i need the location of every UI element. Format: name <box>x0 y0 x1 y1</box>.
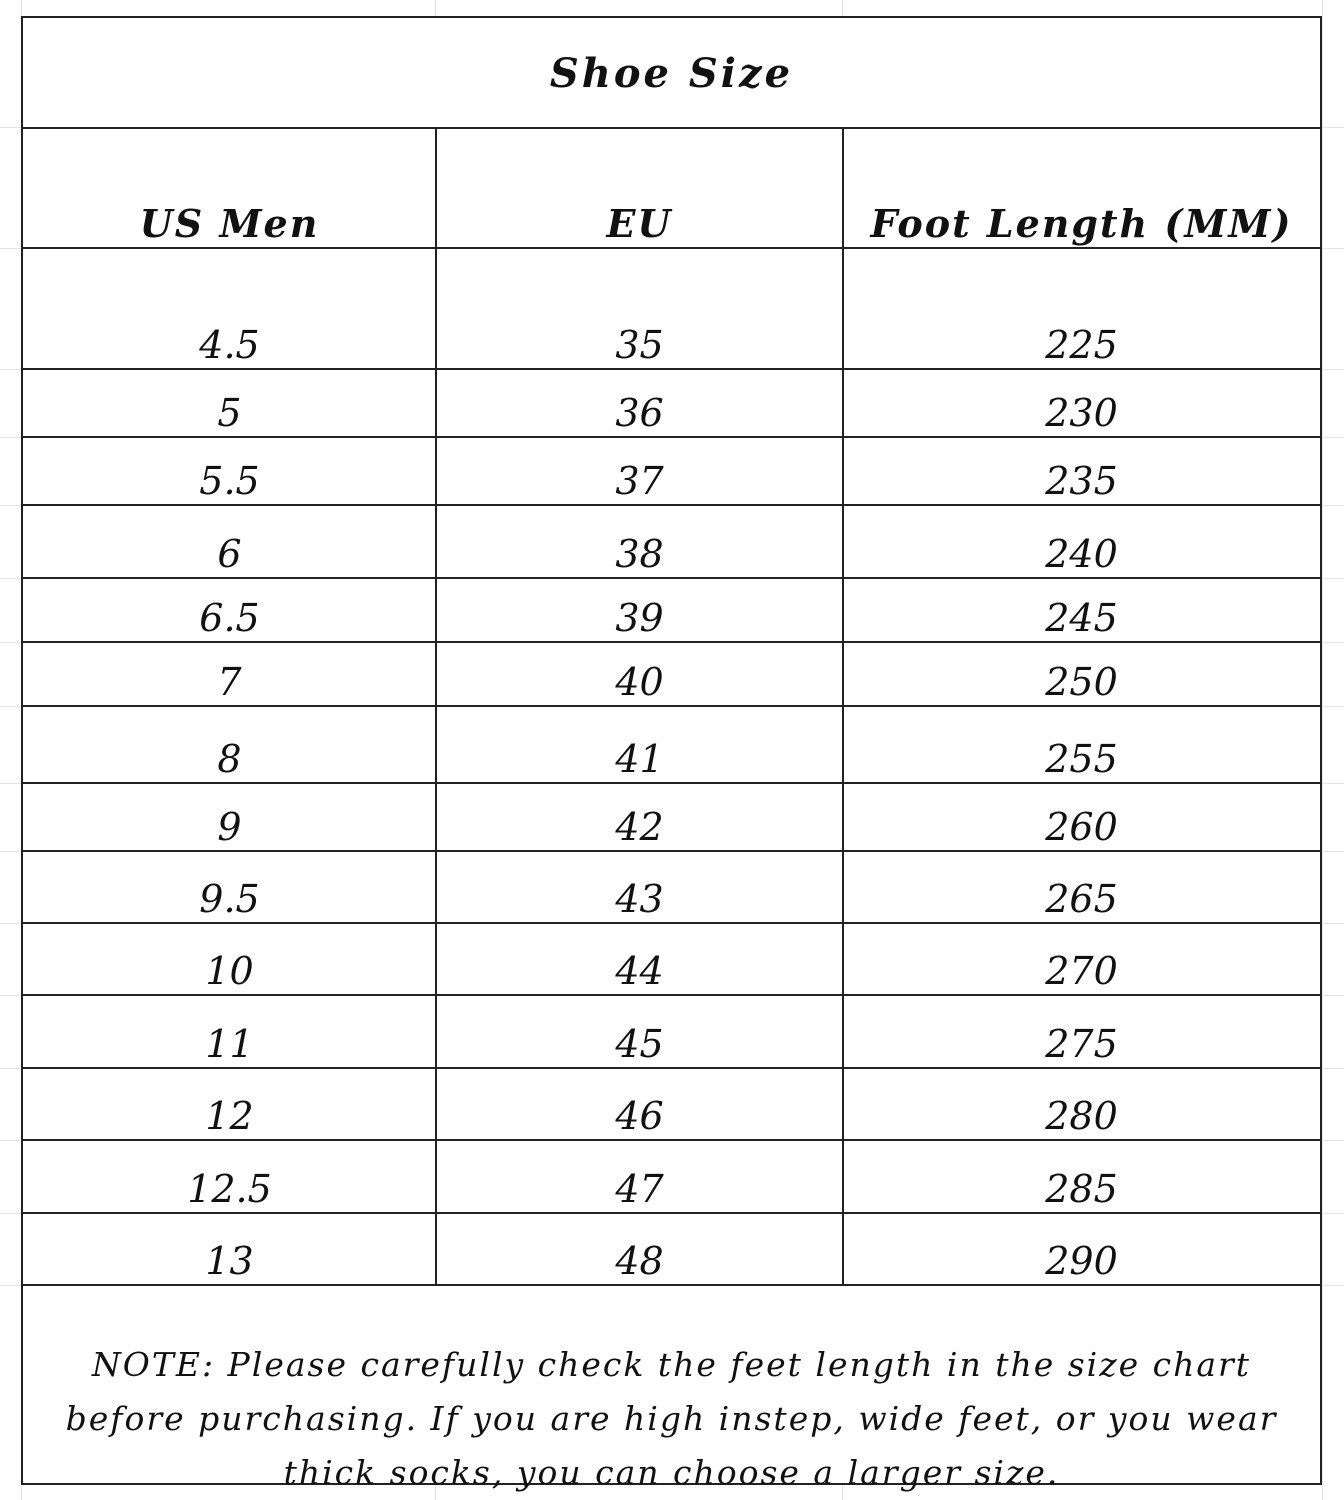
foot-length-value: 290 <box>1045 1239 1118 1283</box>
eu-value: 37 <box>615 459 664 503</box>
foot-length-value: 260 <box>1045 805 1118 849</box>
header-us-men: US Men <box>139 201 320 246</box>
foot-length-value: 225 <box>1045 323 1118 367</box>
eu-value: 46 <box>615 1094 664 1138</box>
us-men-value: 9.5 <box>199 877 260 921</box>
chart-title: Shoe Size <box>549 49 794 97</box>
foot-length-value: 240 <box>1045 532 1118 576</box>
us-men-value: 6.5 <box>199 596 260 640</box>
us-men-value: 10 <box>205 949 254 993</box>
foot-length-value: 250 <box>1045 660 1118 704</box>
us-men-value: 6 <box>217 532 242 576</box>
eu-value: 39 <box>615 596 664 640</box>
eu-value: 48 <box>615 1239 664 1283</box>
eu-value: 42 <box>615 805 664 849</box>
foot-length-value: 275 <box>1045 1022 1118 1066</box>
header-eu: EU <box>606 201 673 246</box>
eu-value: 36 <box>615 391 664 435</box>
grid-line <box>1322 0 1323 1500</box>
us-men-value: 4.5 <box>199 323 260 367</box>
eu-value: 38 <box>615 532 664 576</box>
us-men-value: 11 <box>205 1022 254 1066</box>
eu-value: 40 <box>615 660 664 704</box>
foot-length-value: 230 <box>1045 391 1118 435</box>
eu-value: 45 <box>615 1022 664 1066</box>
foot-length-value: 265 <box>1045 877 1118 921</box>
foot-length-value: 235 <box>1045 459 1118 503</box>
size-chart-table <box>21 16 1322 1492</box>
foot-length-value: 285 <box>1045 1167 1118 1211</box>
us-men-value: 5 <box>217 391 242 435</box>
us-men-value: 8 <box>217 737 242 781</box>
foot-length-value: 255 <box>1045 737 1118 781</box>
us-men-value: 9 <box>217 805 242 849</box>
eu-value: 41 <box>615 737 664 781</box>
foot-length-value: 245 <box>1045 596 1118 640</box>
eu-value: 35 <box>615 323 664 367</box>
foot-length-value: 280 <box>1045 1094 1118 1138</box>
us-men-value: 12.5 <box>187 1167 272 1211</box>
us-men-value: 12 <box>205 1094 254 1138</box>
us-men-value: 13 <box>205 1239 254 1283</box>
us-men-value: 5.5 <box>199 459 260 503</box>
us-men-value: 7 <box>217 660 242 704</box>
eu-value: 47 <box>615 1167 664 1211</box>
eu-value: 43 <box>615 877 664 921</box>
note-text: NOTE: Please carefully check the feet length in the size chart before purchasing. If you are high instep, wide feet, or you wear thick socks, you can choose a larger size. <box>65 1345 1278 1492</box>
header-foot-length: Foot Length (MM) <box>870 201 1293 246</box>
eu-value: 44 <box>615 949 664 993</box>
foot-length-value: 270 <box>1045 949 1118 993</box>
